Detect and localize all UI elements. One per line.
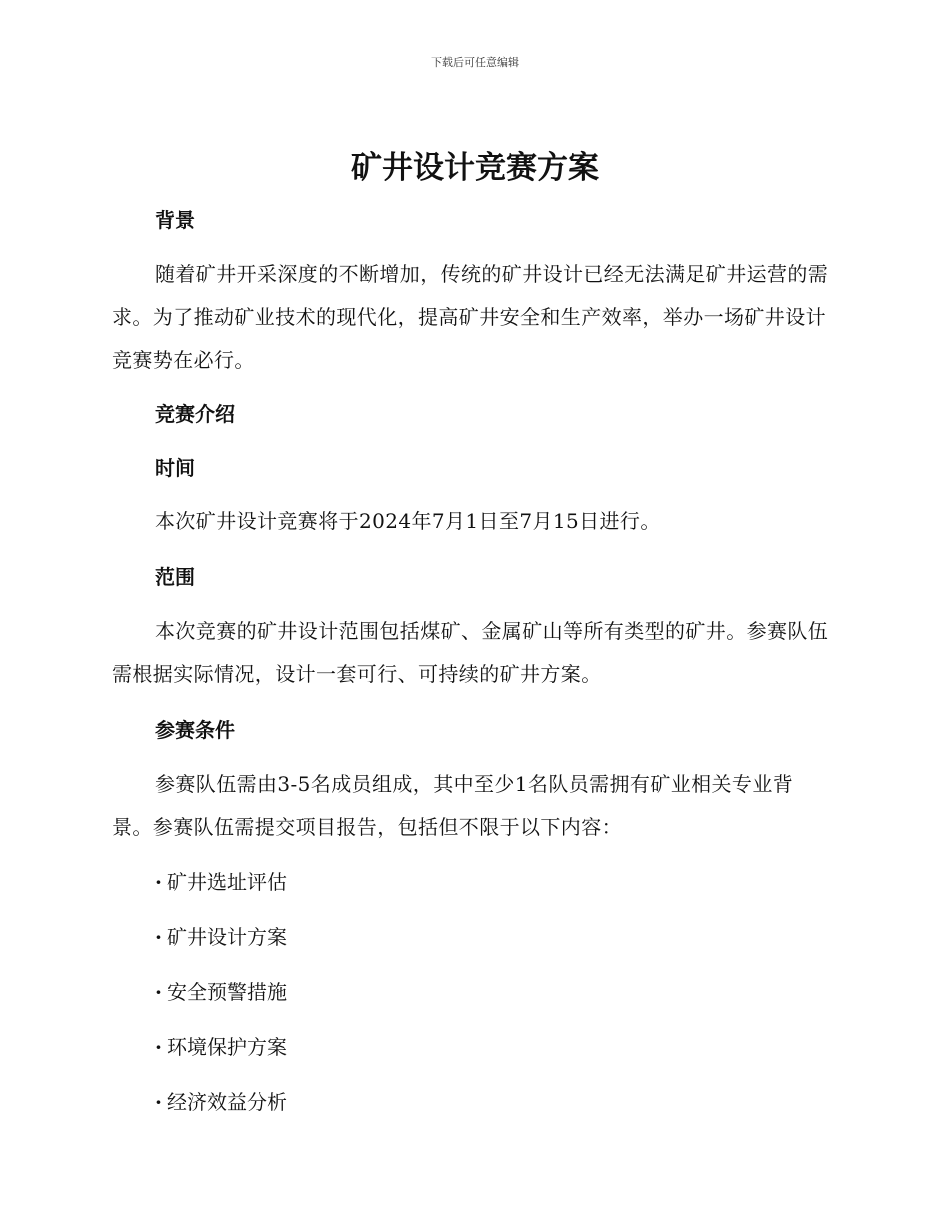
list-item — [155, 1037, 287, 1057]
list-item — [155, 872, 287, 892]
paragraph-time: 本次矿井设计竞赛将于2024年7月1日至7月15日进行。 — [155, 509, 661, 533]
bullet-mark: · — [155, 1090, 162, 1114]
list-item-text: 环境保护方案 — [167, 1035, 287, 1059]
section-heading-time: 时间 — [155, 456, 195, 480]
header-note: 下载后可任意编辑 — [431, 56, 519, 69]
document-title: 矿井设计竞赛方案 — [351, 150, 599, 186]
list-item-text: 矿井选址评估 — [167, 870, 287, 894]
section-heading-requirements: 参赛条件 — [155, 718, 235, 742]
bullet-mark: · — [155, 980, 162, 1004]
bullet-mark: · — [155, 925, 162, 949]
list-item-text: 经济效益分析 — [167, 1090, 287, 1114]
bullet-mark: · — [155, 1035, 162, 1059]
paragraph-background: 随着矿井开采深度的不断增加，传统的矿井设计已经无法满足矿井运营的需求。为了推动矿业技术的现代化，提高矿井安全和生产效率，举办一场矿井设计竞赛势在必行。 — [112, 262, 829, 372]
paragraph-requirements: 参赛队伍需由3-5名成员组成，其中至少1名队员需拥有矿业相关专业背景。参赛队伍需提交项目报告，包括但不限于以下内容： — [112, 772, 794, 839]
section-heading-scope: 范围 — [155, 565, 195, 589]
section-heading-background: 背景 — [155, 208, 195, 232]
section-heading-intro: 竞赛介绍 — [155, 402, 235, 426]
bullet-mark: · — [155, 870, 162, 894]
list-item-text: 安全预警措施 — [167, 980, 287, 1004]
list-item-text: 矿井设计方案 — [167, 925, 287, 949]
list-item — [155, 982, 287, 1002]
list-item — [155, 927, 287, 947]
list-item — [155, 1092, 287, 1112]
paragraph-scope: 本次竞赛的矿井设计范围包括煤矿、金属矿山等所有类型的矿井。参赛队伍需根据实际情况，设计一套可行、可持续的矿井方案。 — [112, 619, 829, 686]
